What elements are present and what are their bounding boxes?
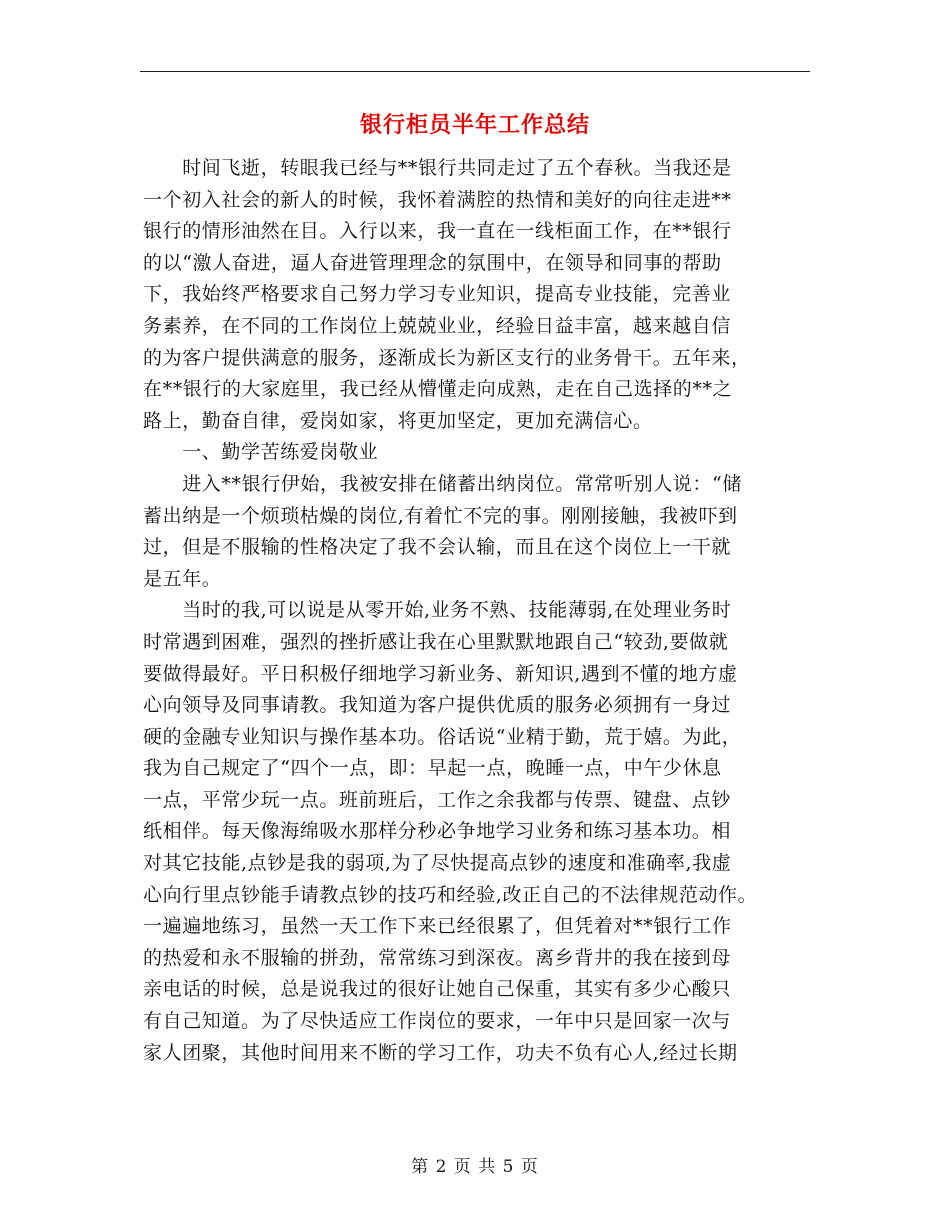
body-line: 对其它技能,点钞是我的弱项,为了尽快提高点钞的速度和准确率,我虚 [143,852,732,875]
body-line: 的为客户提供满意的服务，逐渐成长为新区支行的业务骨干。五年来， [143,346,751,369]
body-line: 进入**银行伊始，我被安排在储蓄出纳岗位。常常听别人说：“储 [143,472,742,495]
page-number-footer: 第 2 页 共 5 页 [411,1157,539,1177]
body-line: 我为自己规定了“四个一点，即：早起一点，晚睡一点，中午少休息 [143,757,722,780]
section-heading: 一、勤学苦练爱岗敬业 [143,441,379,464]
body-line: 一遍遍地练习，虽然一天工作下来已经很累了，但凭着对**银行工作 [143,915,732,938]
body-line: 是五年。 [143,567,222,590]
body-line: 心向领导及同事请教。我知道为客户提供优质的服务必须拥有一身过 [143,694,732,717]
body-line: 在**银行的大家庭里，我已经从懵懂走向成熟，走在自己选择的**之 [143,378,733,401]
body-line: 硬的金融专业知识与操作基本功。俗话说“业精于勤，荒于嬉。为此， [143,725,742,748]
body-line: 务素养，在不同的工作岗位上兢兢业业，经验日益丰富，越来越自信 [143,314,732,337]
body-line: 时常遇到困难，强烈的挫折感让我在心里默默地跟自己“较劲,要做就 [143,630,729,653]
body-line: 心向行里点钞能手请教点钞的技巧和经验,改正自己的不法律规范动作。 [143,883,758,906]
body-line: 纸相伴。每天像海绵吸水那样分秒必争地学习业务和练习基本功。相 [143,820,732,843]
document-body [143,153,809,1069]
body-line: 路上，勤奋自律，爱岗如家，将更加坚定，更加充满信心。 [143,409,653,432]
body-line: 一点，平常少玩一点。班前班后，工作之余我都与传票、键盘、点钞 [143,788,732,811]
header-divider [140,71,810,72]
body-line: 家人团聚，其他时间用来不断的学习工作，功夫不负有心人,经过长期 [143,1041,738,1064]
body-line: 过，但是不服输的性格决定了我不会认输，而且在这个岗位上一干就 [143,536,732,559]
body-line: 的热爱和永不服输的拼劲，常常练习到深夜。离乡背井的我在接到母 [143,946,732,969]
document-title: 银行柜员半年工作总结 [359,112,590,138]
body-line: 亲电话的时候，总是说我过的很好让她自己保重，其实有多少心酸只 [143,978,732,1001]
body-line: 当时的我,可以说是从零开始,业务不熟、技能薄弱,在处理业务时 [143,599,732,622]
body-line: 下，我始终严格要求自己努力学习专业知识，提高专业技能，完善业 [143,283,732,306]
body-line: 要做得最好。平日积极仔细地学习新业务、新知识,遇到不懂的地方虚 [143,662,738,685]
body-line: 蓄出纳是一个烦琐枯燥的岗位,有着忙不完的事。刚刚接触，我被吓到 [143,504,738,527]
body-line: 银行的情形油然在目。入行以来，我一直在一线柜面工作，在**银行 [143,220,732,243]
body-line: 的以“激人奋进，逼人奋进管理理念的氛围中，在领导和同事的帮助 [143,251,722,274]
body-line: 有自己知道。为了尽快适应工作岗位的要求，一年中只是回家一次与 [143,1010,732,1033]
body-line: 时间飞逝，转眼我已经与**银行共同走过了五个春秋。当我还是 [143,157,732,179]
body-line: 一个初入社会的新人的时候，我怀着满腔的热情和美好的向往走进** [143,188,732,211]
